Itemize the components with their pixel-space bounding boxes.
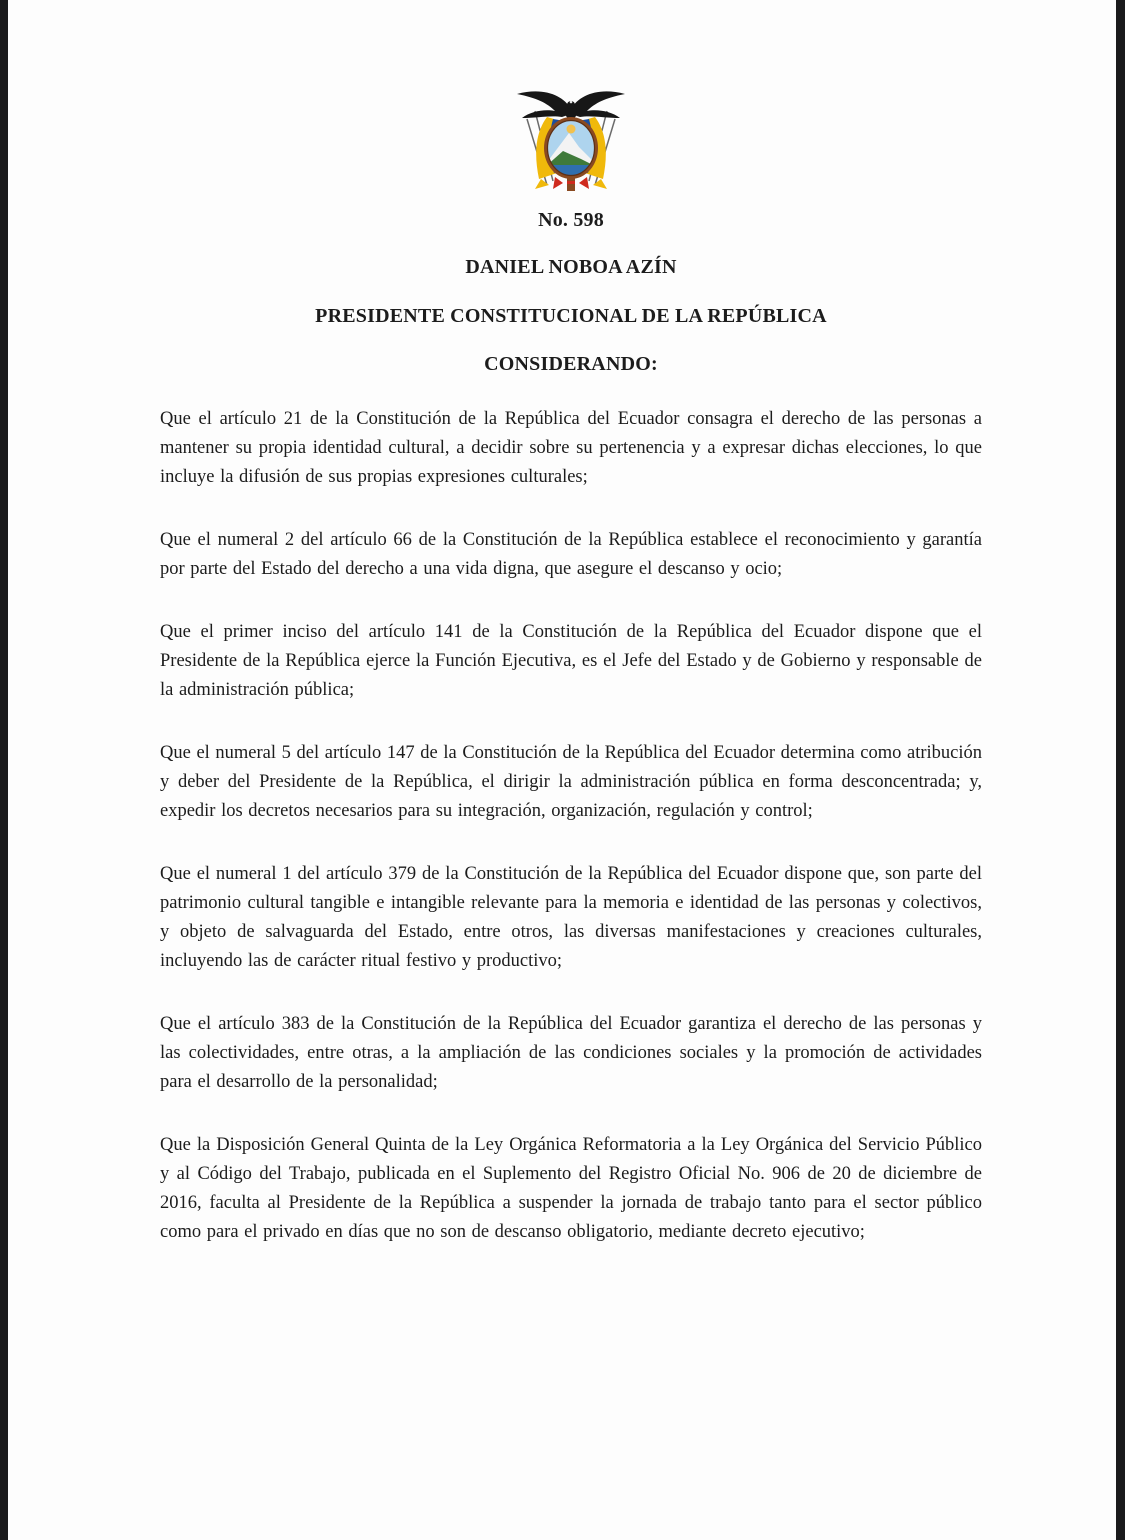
ecuador-coat-of-arms-icon bbox=[501, 85, 641, 195]
decree-document bbox=[160, 0, 982, 1281]
section-heading: CONSIDERANDO: bbox=[484, 353, 658, 375]
scan-edge-left bbox=[0, 0, 8, 1540]
considerando-paragraph: Que el artículo 383 de la Constitución de la República del Ecuador garantiza el derecho de las personas y las colectividades, entre otras, a la ampliación de las condiciones sociales y la promoción de actividades para el desarrollo de la personalidad; bbox=[160, 1014, 982, 1092]
considerando-paragraph: Que el numeral 5 del artículo 147 de la Constitución de la República del Ecuador determina como atribución y deber del Presidente de la República, el dirigir la administración pública en forma desconcentrada; y, expedir los decretos necesarios para su integración, organización, regulación y control; bbox=[160, 743, 983, 821]
decree-number: No. 598 bbox=[538, 209, 604, 231]
author-name: DANIEL NOBOA AZÍN bbox=[465, 256, 677, 278]
considerando-paragraph: Que el numeral 2 del artículo 66 de la Constitución de la República establece el reconocimiento y garantía por parte del Estado del derecho a una vida digna, que asegure el descanso y ocio; bbox=[160, 530, 982, 579]
scan-edge-right bbox=[1116, 0, 1125, 1540]
considerando-paragraphs bbox=[160, 405, 982, 1247]
author-title: PRESIDENTE CONSTITUCIONAL DE LA REPÚBLICA bbox=[315, 305, 827, 327]
considerando-paragraph: Que la Disposición General Quinta de la Ley Orgánica Reformatoria a la Ley Orgánica del Servicio Público y al Código del Trabajo, publicada en el Suplemento del Registro Oficial No. 906 de 20 de diciembre de 2016, faculta al Presidente de la República a suspender la jornada de trabajo tanto para el sector público como para el privado en días que no son de descanso obligatorio, mediante decreto ejecutivo; bbox=[160, 1135, 982, 1242]
considerando-paragraph: Que el numeral 1 del artículo 379 de la Constitución de la República del Ecuador dispone que, son parte del patrimonio cultural tangible e intangible relevante para la memoria e identidad de las personas y colectivos, y objeto de salvaguarda del Estado, entre otros, las diversas manifestaciones y creaciones culturales, incluyendo las de carácter ritual festivo y productivo; bbox=[160, 864, 982, 971]
considerando-paragraph: Que el artículo 21 de la Constitución de la República del Ecuador consagra el derecho de las personas a mantener su propia identidad cultural, a decidir sobre su pertenencia y a expresar dichas elecciones, lo que incluye la difusión de sus propias expresiones culturales; bbox=[160, 409, 982, 487]
considerando-paragraph: Que el primer inciso del artículo 141 de la Constitución de la República del Ecuador dispone que el Presidente de la República ejerce la Función Ejecutiva, es el Jefe del Estado y de Gobierno y responsable de la administración pública; bbox=[160, 622, 982, 700]
